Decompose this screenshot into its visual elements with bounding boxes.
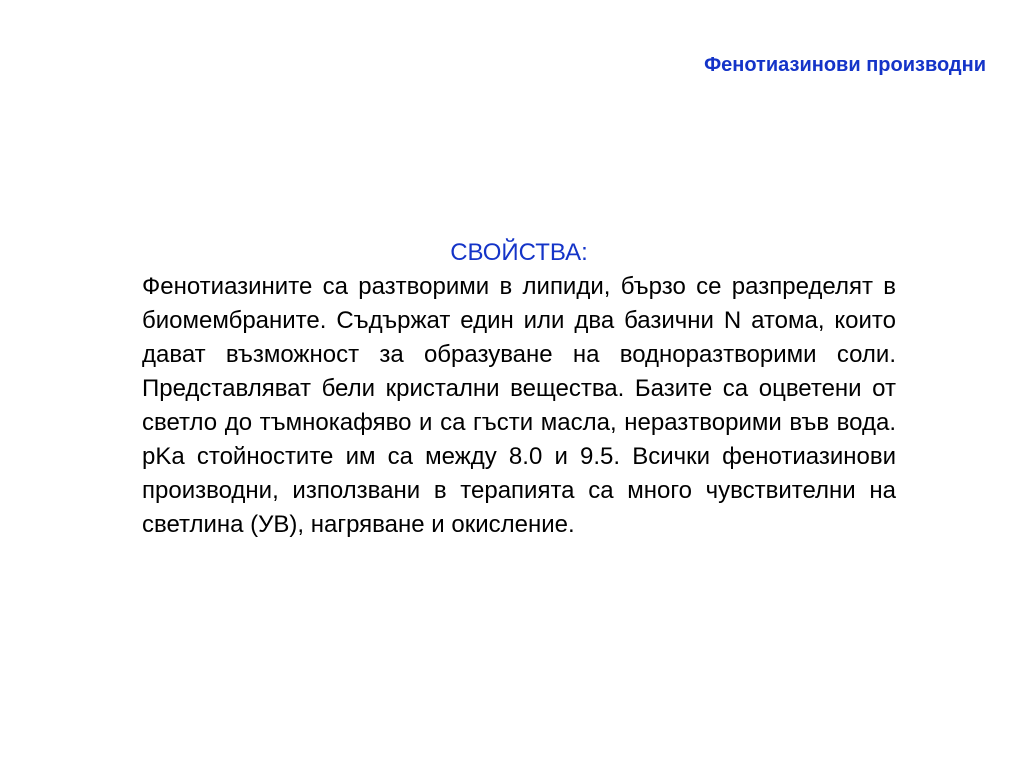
slide-content [142,236,896,542]
body-paragraph: Фенотиазините са разтворими в липиди, бързо се разпределят в биомембраните. Съдържат един или два базични N атома, които дават възможност за образуване на водноразтворими соли. Представляват бели кристални вещества. Базите са оцветени от светло до тъмнокафяво и са гъсти масла, неразтворими във вода. pKa стойностите им са между 8.0 и 9.5. Всички фенотиазинови производни, използвани в терапията са много чувствителни на светлина (УВ), нагряване и окисление. [142,273,896,538]
slide-title: Фенотиазинови производни [704,54,986,76]
section-heading: СВОЙСТВА: [450,239,588,266]
